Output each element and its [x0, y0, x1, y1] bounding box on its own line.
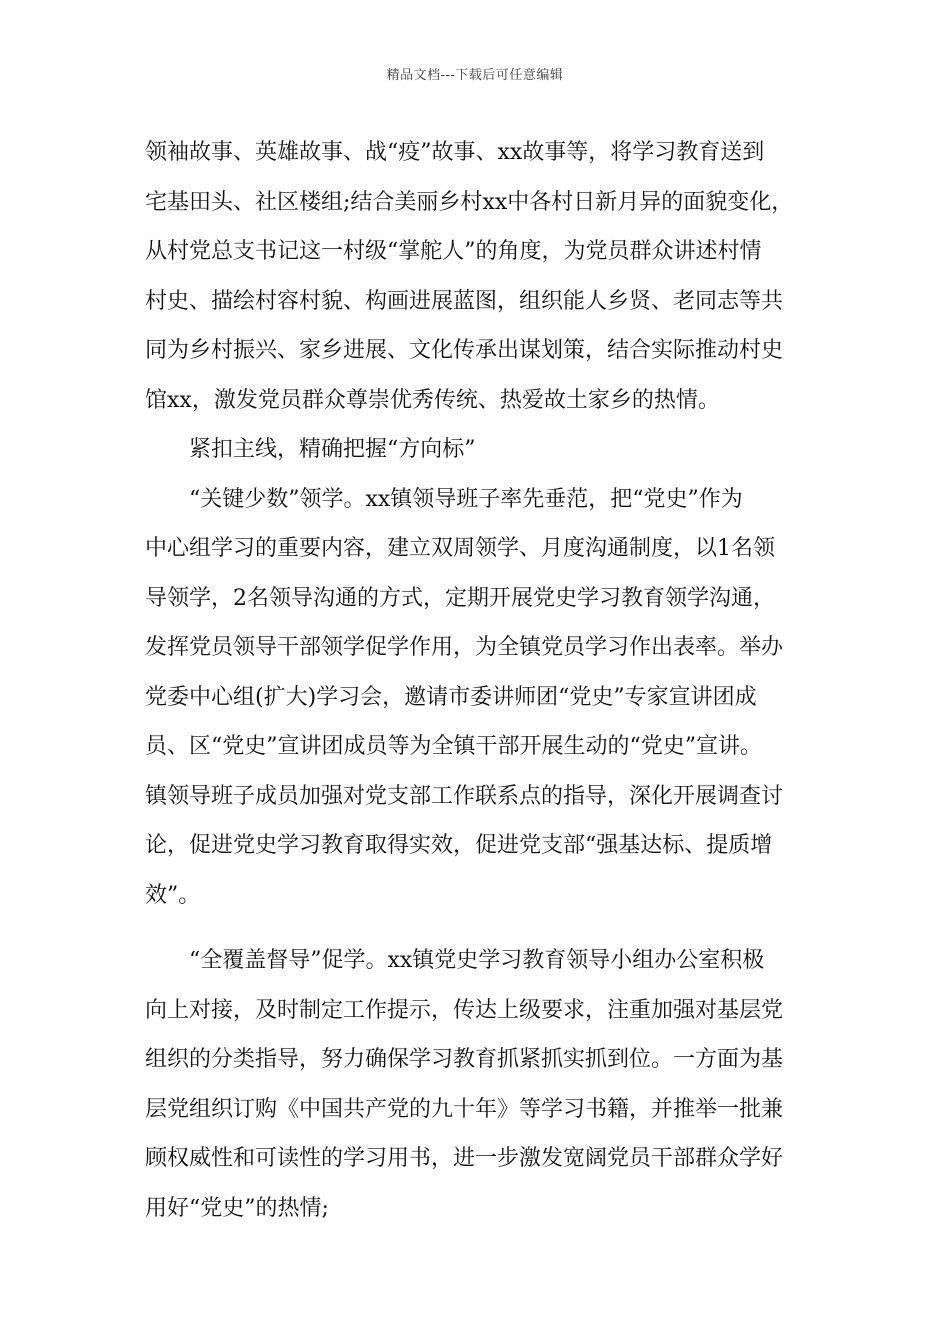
text-line: 中心组学习的重要内容，建立双周领学、月度沟通制度，以1名领 — [145, 536, 775, 561]
section-heading — [145, 430, 821, 480]
text-line: 从村党总支书记这一村级“掌舵人”的角度，为党员群众讲述村情 — [145, 239, 762, 264]
text-line: 效”。 — [145, 882, 201, 908]
text-line: 同为乡村振兴、家乡进展、文化传承出谋划策，结合实际推动村史 — [145, 338, 784, 363]
paragraph-gap — [145, 925, 821, 941]
text-line: 导领学，2名领导沟通的方式，定期开展党史学习教育领学沟通， — [145, 585, 775, 611]
text-line: 发挥党员领导干部领学促学作用，为全镇党员学习作出表率。举办 — [145, 635, 784, 660]
paragraph-2 — [145, 480, 821, 926]
text-line: 向上对接，及时制定工作提示，传达上级要求，注重加强对基层党 — [145, 997, 784, 1023]
text-line: “全覆盖督导”促学。xx镇党史学习教育领导小组办公室积极 — [189, 948, 765, 973]
text-line: 村史、描绘村容村貌、构画进展蓝图，组织能人乡贤、老同志等共 — [145, 288, 784, 314]
text-line: 宅基田头、社区楼组;结合美丽乡村xx中各村日新月异的面貌变化， — [145, 189, 794, 215]
paragraph-3 — [145, 941, 821, 1238]
heading-line: 紧扣主线，精确把握“方向标” — [189, 437, 476, 462]
text-line: 顾权威性和可读性的学习用书，进一步激发宽阔党员干部群众学好 — [145, 1146, 784, 1171]
text-line: 用好“党史”的热情; — [145, 1195, 329, 1221]
text-line: 领袖故事、英雄故事、战“疫”故事、xx故事等，将学习教育送到 — [145, 140, 765, 165]
text-line: 组织的分类指导，努力确保学习教育抓紧抓实抓到位。一方面为基 — [145, 1047, 784, 1072]
text-line: “关键少数”领学。xx镇领导班子率先垂范，把“党史”作为 — [189, 486, 743, 512]
text-line: 论，促进党史学习教育取得实效，促进党支部“强基达标、提质增 — [145, 833, 773, 858]
text-line: 馆xx，激发党员群众尊崇优秀传统、热爱故土家乡的热情。 — [145, 387, 720, 413]
text-line: 党委中心组(扩大)学习会，邀请市委讲师团“党史”专家宣讲团成 — [145, 684, 757, 710]
document-body — [145, 133, 821, 1238]
paragraph-1 — [145, 133, 821, 430]
text-line: 员、区“党史”宣讲团成员等为全镇干部开展生动的“党史”宣讲。 — [145, 734, 762, 759]
page-header: 精品文档---下载后可任意编辑 — [386, 68, 564, 83]
text-line: 镇领导班子成员加强对党支部工作联系点的指导，深化开展调查讨 — [145, 783, 784, 809]
text-line: 层党组织订购《中国共产党的九十年》等学习书籍，并推举一批兼 — [145, 1096, 784, 1122]
